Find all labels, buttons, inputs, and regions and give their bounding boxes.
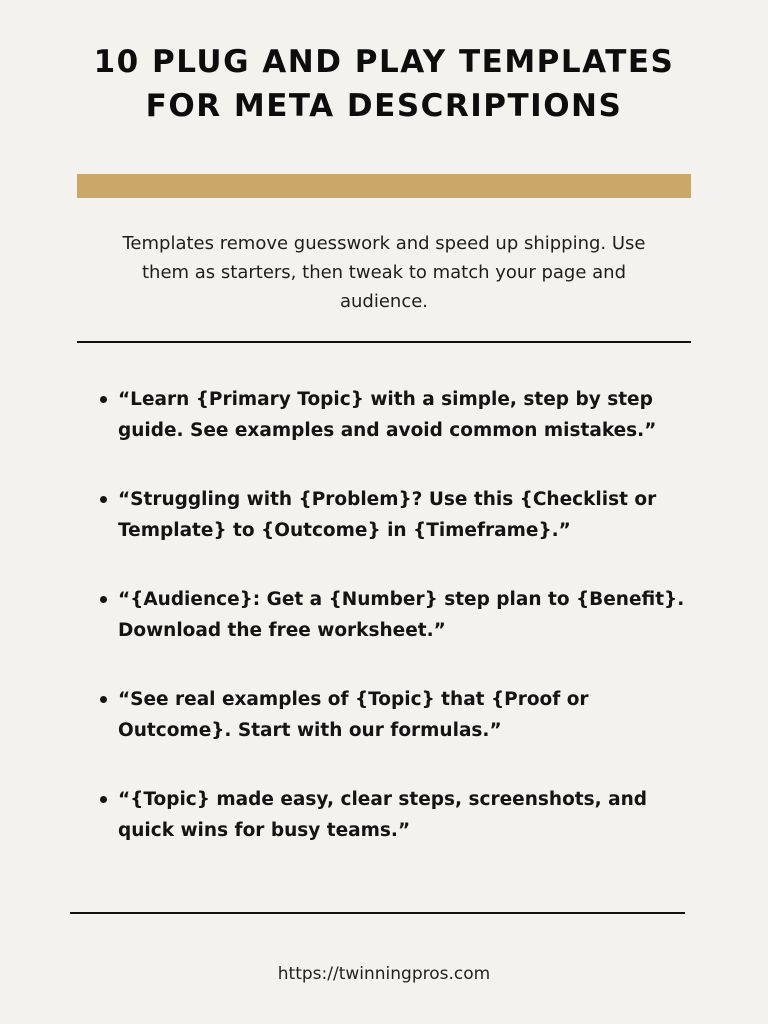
divider-bottom — [70, 912, 685, 914]
list-item — [100, 584, 700, 646]
bullet-icon — [100, 596, 107, 603]
divider-top — [77, 341, 691, 343]
page-title-line-2: FOR META DESCRIPTIONS — [145, 88, 623, 124]
list-item — [100, 384, 700, 446]
template-list — [100, 384, 700, 884]
template-text: “Struggling with {Problem}? Use this {Checklist or Template} to {Outcome} in {Timeframe}.” — [118, 489, 657, 541]
list-item — [100, 784, 700, 846]
list-item — [100, 684, 700, 746]
list-item — [100, 484, 700, 546]
page-title-line-1: 10 PLUG AND PLAY TEMPLATES — [93, 44, 675, 80]
template-text: “{Audience}: Get a {Number} step plan to {Benefit}. Download the free worksheet.” — [118, 589, 685, 641]
template-text: “Learn {Primary Topic} with a simple, step by step guide. See examples and avoid common mistakes.” — [118, 389, 657, 441]
intro-text: Templates remove guesswork and speed up shipping. Use them as starters, then tweak to match your page and audience. — [122, 233, 646, 312]
template-text: “See real examples of {Topic} that {Proof or Outcome}. Start with our formulas.” — [118, 689, 589, 741]
footer-url: https://twinningpros.com — [277, 964, 491, 984]
bullet-icon — [100, 496, 107, 503]
bullet-icon — [100, 396, 107, 403]
page-title — [60, 40, 708, 128]
template-text: “{Topic} made easy, clear steps, screenshots, and quick wins for busy teams.” — [118, 789, 647, 841]
bullet-icon — [100, 796, 107, 803]
accent-bar — [77, 174, 691, 198]
bullet-icon — [100, 696, 107, 703]
